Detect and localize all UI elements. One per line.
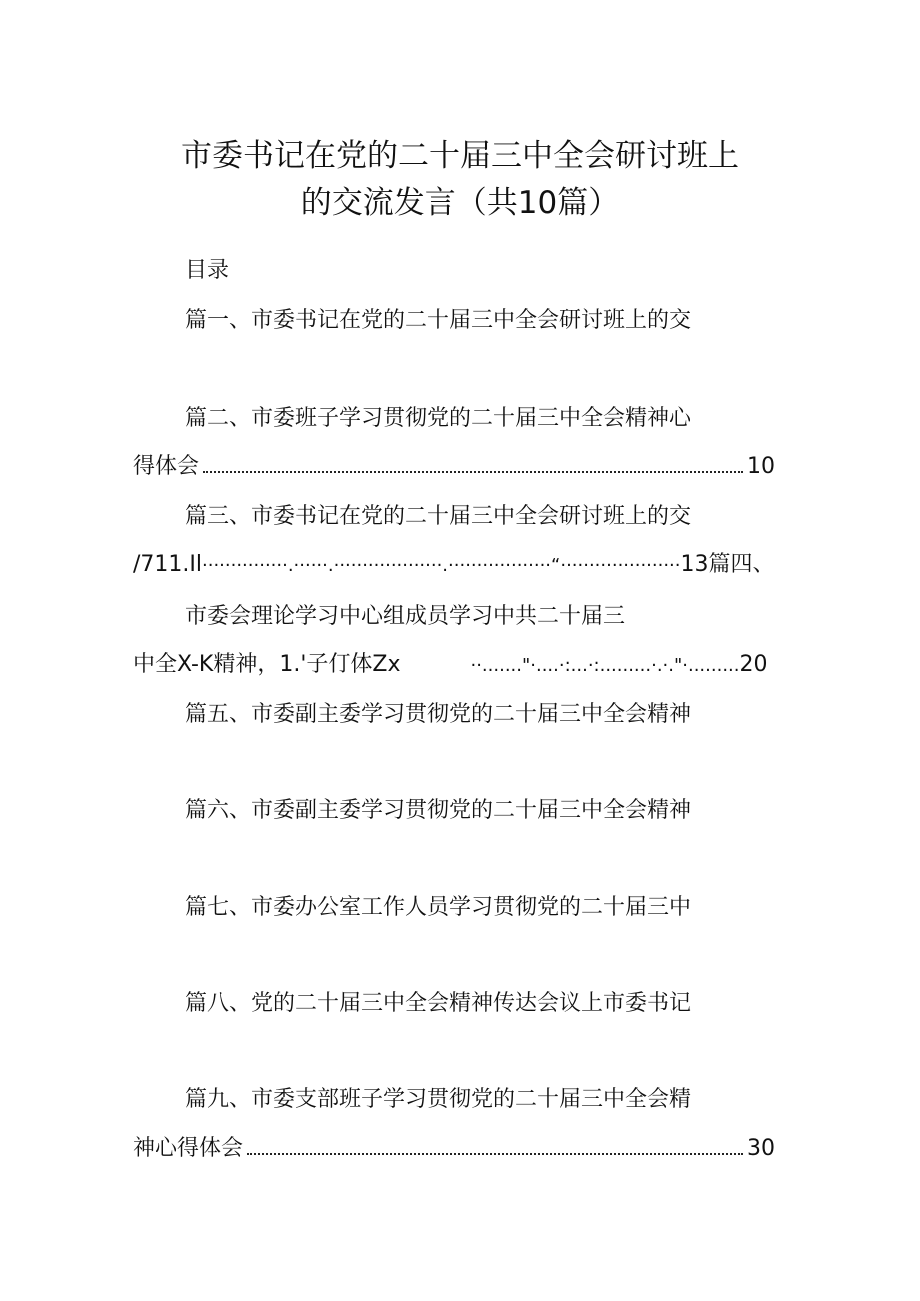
- toc-heading: 目录: [185, 258, 230, 283]
- document-title-line-2: 的交流发言（共10篇）: [300, 185, 620, 221]
- toc-entry-4-line-2-start: 中全X-K精神，1.'子仃体Zx: [133, 652, 401, 677]
- toc-entry-3-continuation[interactable]: [133, 550, 788, 581]
- toc-entry-4-line-2-leader: ··......."·....·:...·:.........·.·."·.........: [470, 655, 740, 676]
- toc-entry-2-page-number: 10: [747, 454, 775, 479]
- toc-entry-9-line-2: 神心得体会: [133, 1136, 244, 1161]
- toc-entry-9-continuation[interactable]: [133, 1134, 775, 1164]
- toc-entry-3-line-2-leader: ···············.······.···················.··················“·····················: [202, 555, 681, 576]
- toc-entry-5[interactable]: 篇五、市委副主委学习贯彻党的二十届三中全会精神: [185, 702, 692, 727]
- toc-entry-7[interactable]: 篇七、市委办公室工作人员学习贯彻党的二十届三中: [185, 895, 692, 920]
- toc-entry-3-line-2-start: /711.Il: [133, 552, 202, 577]
- toc-entry-1[interactable]: 篇一、市委书记在党的二十届三中全会研讨班上的交: [185, 308, 692, 333]
- dot-leader: [247, 1153, 743, 1155]
- toc-entry-6[interactable]: 篇六、市委副主委学习贯彻党的二十届三中全会精神: [185, 798, 692, 823]
- dot-leader: [203, 471, 743, 473]
- toc-entry-4[interactable]: 市委会理论学习中心组成员学习中共二十届三: [185, 604, 626, 629]
- toc-entry-4-line-2-end: 20: [739, 652, 768, 677]
- toc-entry-3-line-2-end: 13篇四、: [680, 552, 775, 577]
- document-title-line-1: 市委书记在党的二十届三中全会研讨班上: [181, 138, 739, 174]
- toc-entry-2[interactable]: 篇二、市委班子学习贯彻党的二十届三中全会精神心: [185, 406, 692, 431]
- toc-entry-4-continuation[interactable]: [133, 650, 788, 681]
- toc-entry-9-page-number: 30: [747, 1136, 775, 1161]
- toc-entry-9[interactable]: 篇九、市委支部班子学习贯彻党的二十届三中全会精: [185, 1087, 692, 1112]
- toc-entry-2-continuation[interactable]: [133, 452, 775, 482]
- toc-entry-3[interactable]: 篇三、市委书记在党的二十届三中全会研讨班上的交: [185, 504, 692, 529]
- toc-entry-8[interactable]: 篇八、党的二十届三中全会精神传达会议上市委书记: [185, 991, 692, 1016]
- toc-entry-2-line-2: 得体会: [133, 454, 200, 479]
